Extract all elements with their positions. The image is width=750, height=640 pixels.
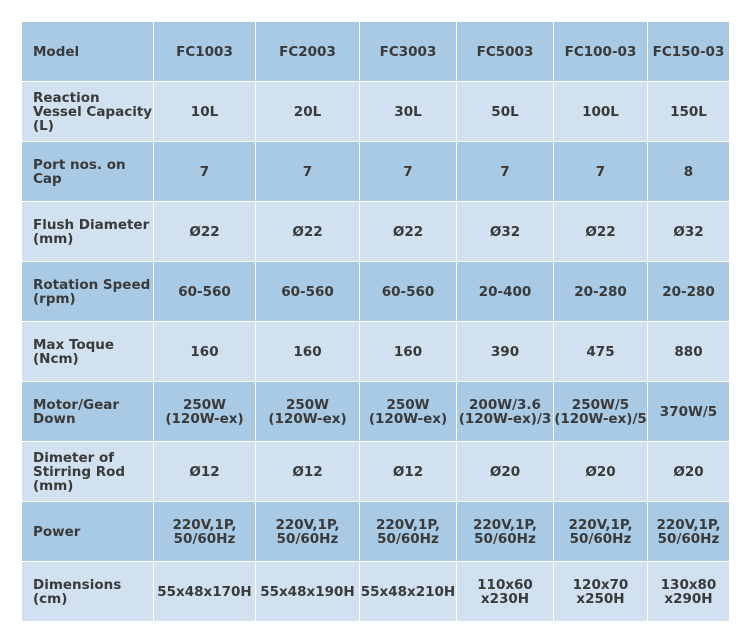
table-row [22, 142, 730, 202]
table-cell: 7 [554, 142, 648, 202]
model-header: FC2003 [256, 22, 360, 82]
table-cell: 220V,1P, 50/60Hz [256, 502, 360, 562]
table-cell: 475 [554, 322, 648, 382]
table-row [22, 382, 730, 442]
row-label: Dimensions (cm) [22, 562, 154, 622]
table-cell: 370W/5 [648, 382, 730, 442]
table-cell: 220V,1P, 50/60Hz [554, 502, 648, 562]
table-cell: 130x80 x290H [648, 562, 730, 622]
table-cell: 250W/5 (120W-ex)/5 [554, 382, 648, 442]
table-cell: 390 [457, 322, 554, 382]
table-row [22, 322, 730, 382]
table-cell: 55x48x190H [256, 562, 360, 622]
model-header: FC1003 [154, 22, 256, 82]
table-cell: 250W (120W-ex) [360, 382, 457, 442]
table-cell: Ø32 [648, 202, 730, 262]
table-row [22, 502, 730, 562]
model-header: FC150-03 [648, 22, 730, 82]
table-cell: 150L [648, 82, 730, 142]
table-cell: 160 [256, 322, 360, 382]
table-cell: 10L [154, 82, 256, 142]
model-header: FC100-03 [554, 22, 648, 82]
table-cell: 55x48x170H [154, 562, 256, 622]
table-cell: 30L [360, 82, 457, 142]
row-label: Motor/Gear Down [22, 382, 154, 442]
row-label: Reaction Vessel Capacity (L) [22, 82, 154, 142]
table-cell: 220V,1P, 50/60Hz [154, 502, 256, 562]
table-cell: 20L [256, 82, 360, 142]
header-row [22, 22, 730, 82]
table-row [22, 442, 730, 502]
table-cell: 880 [648, 322, 730, 382]
table-cell: 60-560 [360, 262, 457, 322]
table-cell: Ø32 [457, 202, 554, 262]
table-cell: Ø22 [360, 202, 457, 262]
table-cell: 160 [360, 322, 457, 382]
table-cell: 60-560 [154, 262, 256, 322]
table-cell: 250W (120W-ex) [256, 382, 360, 442]
table-cell: 110x60 x230H [457, 562, 554, 622]
table-cell: 20-400 [457, 262, 554, 322]
table-cell: Ø12 [256, 442, 360, 502]
table-cell: Ø12 [360, 442, 457, 502]
table-cell: 7 [256, 142, 360, 202]
table-cell: 220V,1P, 50/60Hz [648, 502, 730, 562]
table-row [22, 562, 730, 622]
table-cell: 7 [360, 142, 457, 202]
table-cell: Ø22 [256, 202, 360, 262]
spec-table-body [22, 22, 730, 622]
table-cell: 7 [154, 142, 256, 202]
table-row [22, 202, 730, 262]
table-cell: Ø20 [457, 442, 554, 502]
table-cell: 7 [457, 142, 554, 202]
table-cell: Ø20 [554, 442, 648, 502]
table-cell: 20-280 [648, 262, 730, 322]
table-cell: Ø22 [554, 202, 648, 262]
table-row [22, 82, 730, 142]
spec-table [21, 21, 730, 622]
table-cell: 60-560 [256, 262, 360, 322]
header-label: Model [22, 22, 154, 82]
table-cell: Ø22 [154, 202, 256, 262]
row-label: Flush Diameter (mm) [22, 202, 154, 262]
table-cell: 250W (120W-ex) [154, 382, 256, 442]
table-cell: Ø12 [154, 442, 256, 502]
row-label: Max Toque (Ncm) [22, 322, 154, 382]
row-label: Port nos. on Cap [22, 142, 154, 202]
table-cell: 160 [154, 322, 256, 382]
table-cell: 220V,1P, 50/60Hz [457, 502, 554, 562]
table-cell: Ø20 [648, 442, 730, 502]
row-label: Rotation Speed (rpm) [22, 262, 154, 322]
table-cell: 200W/3.6 (120W-ex)/3 [457, 382, 554, 442]
table-cell: 100L [554, 82, 648, 142]
table-cell: 50L [457, 82, 554, 142]
table-cell: 120x70 x250H [554, 562, 648, 622]
row-label: Dimeter of Stirring Rod (mm) [22, 442, 154, 502]
table-row [22, 262, 730, 322]
model-header: FC3003 [360, 22, 457, 82]
table-cell: 20-280 [554, 262, 648, 322]
table-cell: 55x48x210H [360, 562, 457, 622]
table-cell: 8 [648, 142, 730, 202]
model-header: FC5003 [457, 22, 554, 82]
row-label: Power [22, 502, 154, 562]
table-cell: 220V,1P, 50/60Hz [360, 502, 457, 562]
